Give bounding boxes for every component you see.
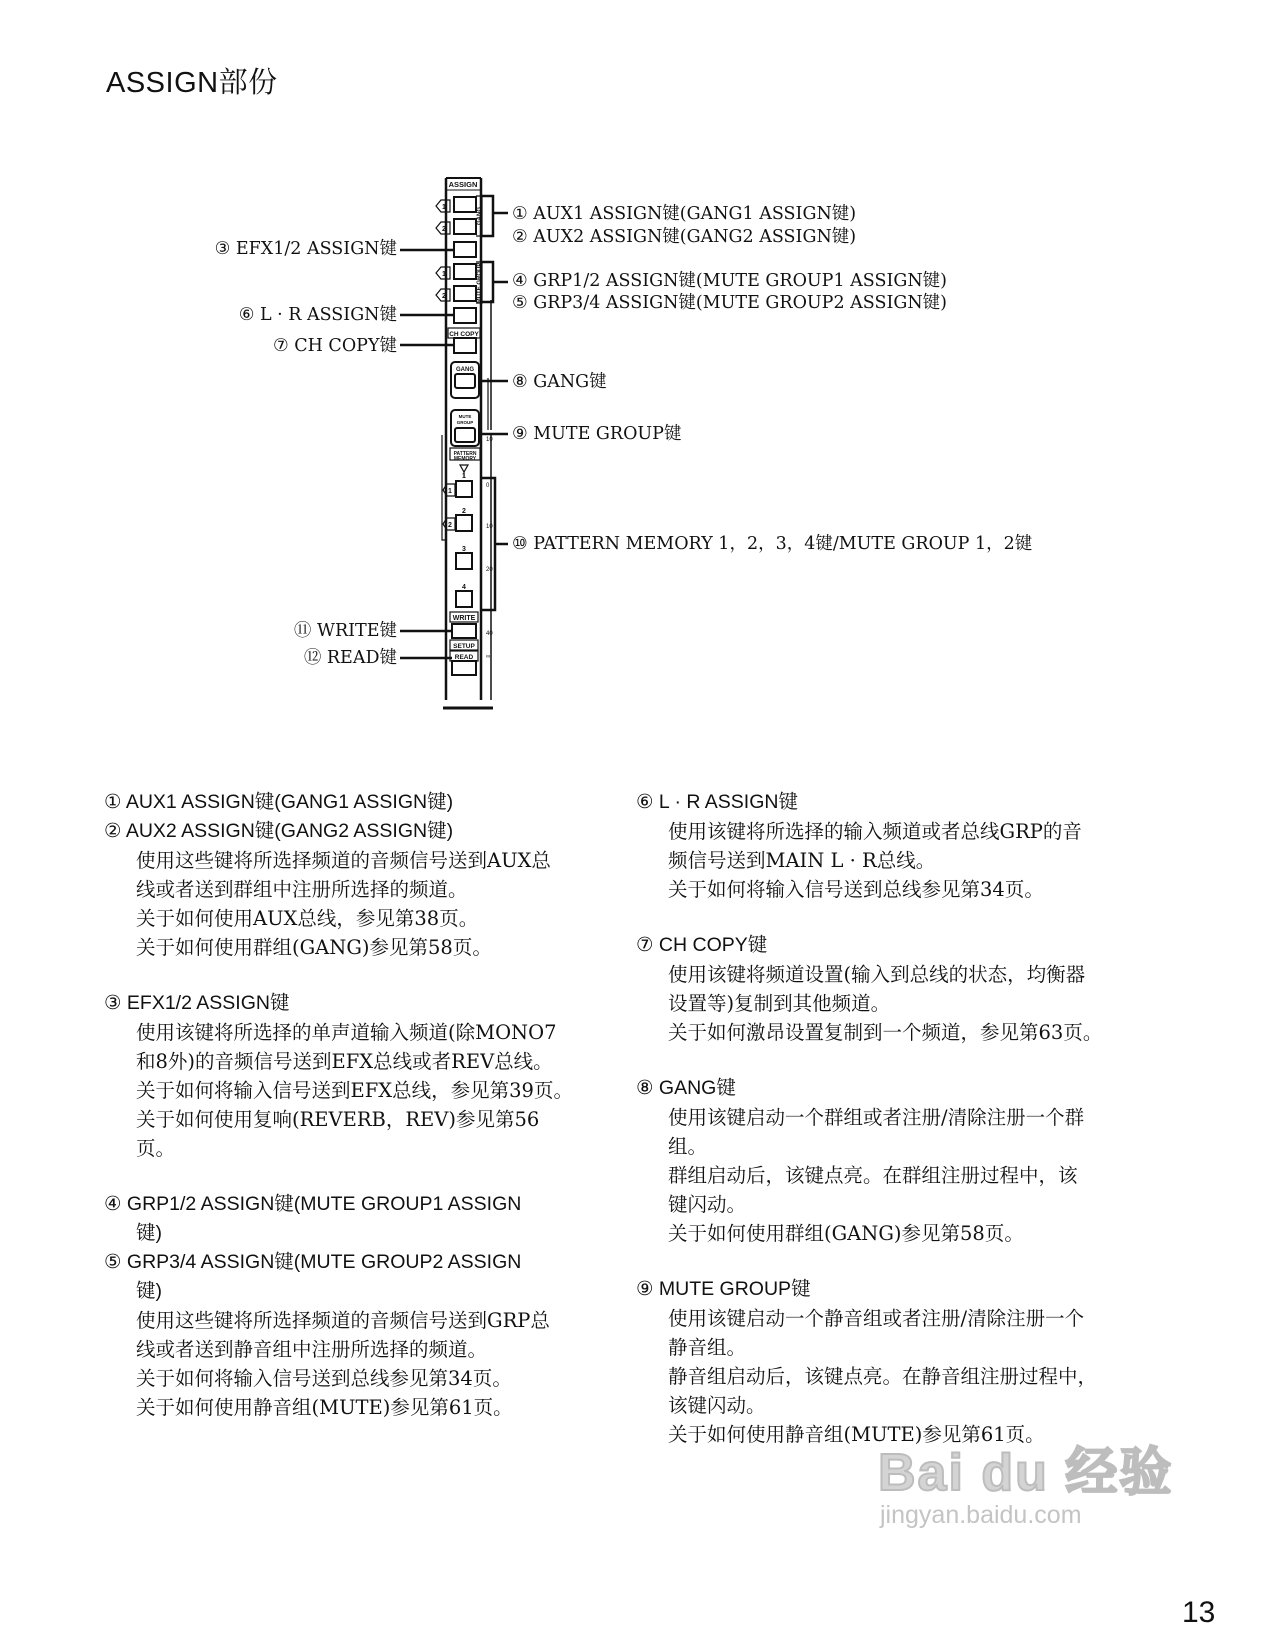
item-line: 组。 [668,1135,708,1158]
item-heading: ⑤ GRP3/4 ASSIGN键(MUTE GROUP2 ASSIGN键) [104,1251,522,1302]
scale-label: ∞ [486,654,491,660]
item-heading: ⑥ L · R ASSIGN键 [636,791,798,813]
item-line: 使用该键启动一个群组或者注册/清除注册一个群 [668,1106,1085,1129]
item-heading: ⑦ CH COPY键 [636,934,768,956]
read-key [452,661,476,675]
watermark-url: jingyan.baidu.com [880,1501,1082,1529]
item-line: 线或者送到群组中注册所选择的频道。 [136,878,468,901]
item-line: 使用该键启动一个静音组或者注册/清除注册一个 [668,1307,1085,1330]
pattern-memory-1-key [456,481,472,497]
item-line: 静音组。 [668,1336,747,1359]
callout-10: ⑩ PATTERN MEMORY 1，2，3，4键/MUTE GROUP 1，2键 [512,534,1033,554]
write-key [452,624,476,638]
item-mute-group [636,1275,1156,1449]
item-line: 和8外)的音频信号送到EFX总线或者REV总线。 [136,1050,553,1073]
item-line: 关于如何将输入信号送到总线参见第34页。 [136,1367,512,1390]
item-line: 关于如何将输入信号送到总线参见第34页。 [668,878,1044,901]
item-ch-copy [636,931,1156,1047]
panel-label-setup: SETUP [453,643,475,650]
panel-label-read: READ [454,654,474,661]
panel-label-pm4: 4 [462,584,466,591]
item-heading: ② AUX2 ASSIGN键(GANG2 ASSIGN键) [104,820,454,842]
item-line: 线或者送到静音组中注册所选择的频道。 [136,1338,488,1361]
efx-assign-key [454,242,476,257]
item-line: 使用该键将所选择的单声道输入频道(除MONO7 [136,1021,557,1044]
panel-label-pm3: 3 [462,546,466,553]
callout-6: ⑥ L · R ASSIGN键 [238,305,397,325]
item-heading: ④ GRP1/2 ASSIGN键(MUTE GROUP1 ASSIGN键) [104,1193,522,1244]
item-line: 该键闪动。 [668,1394,766,1417]
item-line: 频信号送到MAIN L · R总线。 [668,849,936,872]
panel-label-ch-copy: CH COPY [449,331,479,338]
item-heading: ⑨ MUTE GROUP键 [636,1278,811,1300]
panel-label-n2b: 2 [442,293,446,300]
baidu-watermark [878,1430,1173,1530]
item-efx-assign [104,989,624,1163]
item-line: 关于如何将输入信号送到EFX总线，参见第39页。 [136,1079,573,1102]
assign-panel-diagram [0,0,1275,760]
callout-5: ⑤ GRP3/4 ASSIGN键(MUTE GROUP2 ASSIGN键) [512,293,947,313]
ch-copy-key [454,338,476,353]
item-lr-assign [636,788,1156,904]
item-heading: ⑧ GANG键 [636,1077,736,1099]
panel-label-n1: 1 [442,204,446,211]
panel-label-n1b: 1 [442,271,446,278]
panel-label-memory: MEMORY [453,456,477,462]
panel-label-write: WRITE [452,615,476,622]
pattern-memory-2-key [456,515,472,531]
callout-3: ③ EFX1/2 ASSIGN键 [214,239,397,259]
pattern-memory-3-key [456,553,472,569]
page-number: 13 [1182,1596,1216,1629]
page-title: ASSIGN部份 [106,67,278,99]
item-aux-assign [104,788,624,962]
panel-label-n2: 2 [442,226,446,233]
panel-label-assign: ASSIGN [448,180,478,189]
item-line: 关于如何激昂设置复制到一个频道，参见第63页。 [668,1021,1103,1044]
item-line: 页。 [136,1137,176,1160]
scale-label: 40 [486,631,493,637]
item-line: 使用该键将所选择的输入频道或者总线GRP的音 [668,820,1082,843]
item-line: 关于如何使用群组(GANG)参见第58页。 [136,936,492,959]
callout-9: ⑨ MUTE GROUP键 [512,424,682,444]
item-line: 使用这些键将所选择频道的音频信号送到GRP总 [136,1309,550,1332]
item-line: 关于如何使用静音组(MUTE)参见第61页。 [668,1423,1045,1446]
item-line: 关于如何使用复响(REVERB，REV)参见第56 [136,1108,540,1131]
callout-4: ④ GRP1/2 ASSIGN键(MUTE GROUP1 ASSIGN键) [512,271,947,291]
item-heading: ③ EFX1/2 ASSIGN键 [104,992,290,1014]
callout-7: ⑦ CH COPY键 [272,336,397,356]
panel-label-gang-side: GANG [477,207,483,225]
panel-label-group: GROUP [456,420,474,425]
panel-label-pm1: 1 [462,473,466,480]
callout-11: ⑪ WRITE键 [293,621,397,641]
item-line: 静音组启动后，该键点亮。在静音组注册过程中， [668,1365,1098,1388]
grp12-assign-key [454,264,476,279]
scale-label: 20 [486,567,493,573]
item-line: 关于如何使用静音组(MUTE)参见第61页。 [136,1396,513,1419]
item-grp-assign [104,1190,624,1422]
scale-label: 10 [486,437,493,443]
panel-label-mute-group-side: MUTE GROUP [477,262,483,304]
panel-label-mute: MUTE [458,414,472,419]
grp34-assign-key [454,286,476,301]
scale-label: 10 [486,524,493,530]
item-line: 使用该键将频道设置(输入到总线的状态，均衡器 [668,963,1086,986]
item-heading: ① AUX1 ASSIGN键(GANG1 ASSIGN键) [104,791,454,813]
lr-assign-key [454,308,476,323]
item-line: 使用这些键将所选择频道的音频信号送到AUX总 [136,849,551,872]
item-line: 群组启动后，该键点亮。在群组注册过程中，该 [668,1164,1078,1187]
aux1-assign-key [454,197,476,212]
item-line: 关于如何使用群组(GANG)参见第58页。 [668,1222,1024,1245]
panel-label-gang-key: GANG [456,367,474,373]
pattern-memory-4-key [456,591,472,607]
panel-label-n2c: 2 [448,522,452,529]
callout-12: ⑫ READ键 [303,648,397,668]
aux2-assign-key [454,219,476,234]
watermark-brand: Bai du 经验 [878,1444,1174,1502]
scale-label: 0 [486,483,490,489]
item-line: 关于如何使用AUX总线，参见第38页。 [136,907,479,930]
panel-label-pattern: PATTERN [453,451,477,457]
callout-8: ⑧ GANG键 [512,372,607,392]
callout-2: ② AUX2 ASSIGN键(GANG2 ASSIGN键) [512,227,857,247]
right-column [636,788,1156,1476]
item-line: 设置等)复制到其他频道。 [668,992,891,1015]
panel-label-n1c: 1 [448,488,452,495]
callout-1: ① AUX1 ASSIGN键(GANG1 ASSIGN键) [512,204,857,224]
item-line: 键闪动。 [668,1193,747,1216]
item-gang [636,1074,1156,1248]
panel-label-pm2: 2 [462,508,466,515]
left-column [104,788,624,1449]
